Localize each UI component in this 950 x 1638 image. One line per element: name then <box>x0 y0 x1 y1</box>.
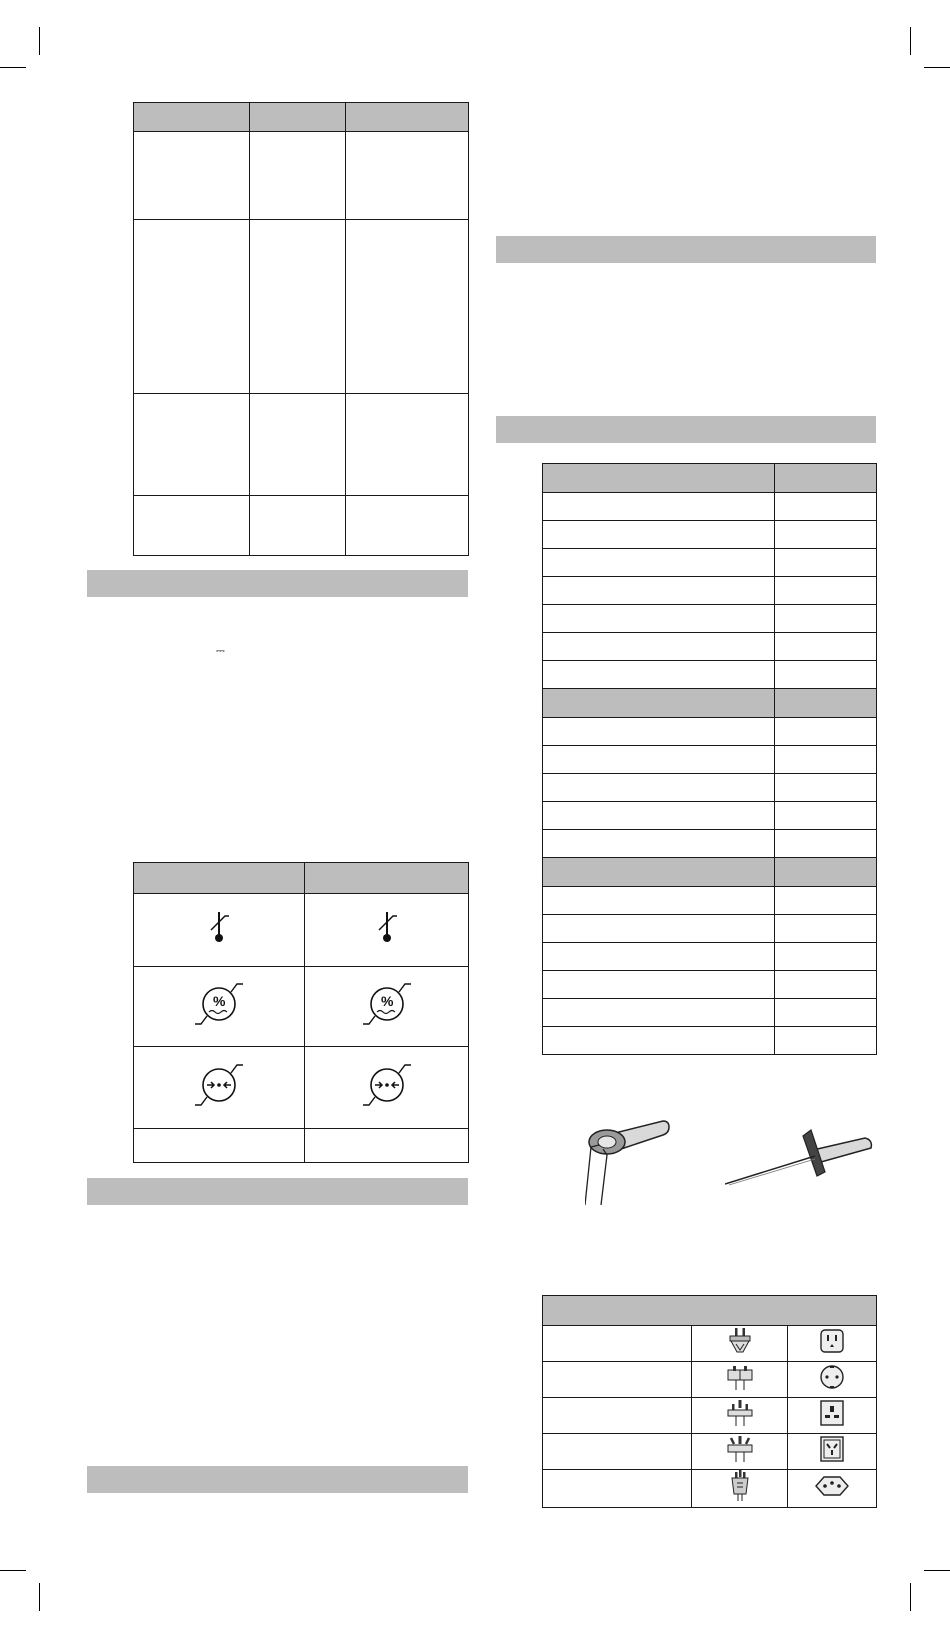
section-heading-bar <box>496 236 876 263</box>
table-header-row <box>134 863 469 894</box>
environmental-conditions-table <box>133 862 469 1163</box>
crop-mark <box>910 27 911 55</box>
crop-mark <box>0 67 26 68</box>
table-row <box>543 915 877 943</box>
crop-mark <box>910 1583 911 1611</box>
plug-socket-table <box>542 1295 877 1508</box>
table-row <box>134 496 469 556</box>
humidity-limit-icon <box>187 976 251 1032</box>
socket-type-g-icon <box>819 1399 845 1427</box>
table-row <box>543 887 877 915</box>
plug-type-i-icon <box>725 1434 755 1464</box>
plug-type-j-icon <box>727 1470 753 1502</box>
table-row <box>543 718 877 746</box>
socket-type-f-icon <box>818 1363 846 1391</box>
table-header-row <box>543 464 877 493</box>
table-row <box>543 1326 877 1362</box>
crop-mark <box>0 1570 26 1571</box>
svg-text:%: % <box>213 993 226 1009</box>
table-header-row <box>134 103 469 132</box>
table-row <box>134 220 469 394</box>
dc-symbol: ⎓ <box>216 645 225 657</box>
table-row <box>543 774 877 802</box>
table-row <box>543 1362 877 1398</box>
crop-mark <box>924 1570 950 1571</box>
crop-mark <box>39 27 40 55</box>
table-row <box>543 633 877 661</box>
table-row <box>134 1129 469 1163</box>
socket-type-j-icon <box>812 1474 852 1498</box>
socket-type-a-icon <box>819 1328 845 1354</box>
atmospheric-pressure-limit-icon <box>187 1057 251 1113</box>
atmospheric-pressure-limit-icon <box>355 1057 419 1113</box>
table-row <box>543 999 877 1027</box>
table-row <box>134 894 469 967</box>
temperature-limit-icon <box>199 906 239 950</box>
section-heading-bar <box>87 570 468 597</box>
table-row <box>543 549 877 577</box>
plug-type-f-icon <box>725 1362 755 1392</box>
needle-probe-illustration <box>725 1128 875 1188</box>
section-heading-bar <box>87 1178 468 1205</box>
plug-type-a-icon <box>727 1326 753 1356</box>
table-subheader-row <box>543 858 877 887</box>
table-row <box>543 577 877 605</box>
specifications-table <box>133 102 469 556</box>
table-row <box>543 943 877 971</box>
table-header-row <box>543 1296 877 1326</box>
section-heading-bar <box>496 416 876 443</box>
table-row <box>543 802 877 830</box>
tube-probe-illustration <box>585 1115 675 1207</box>
table-row <box>543 521 877 549</box>
table-row <box>543 971 877 999</box>
table-row <box>543 493 877 521</box>
table-row <box>543 1398 877 1434</box>
humidity-limit-icon <box>355 976 419 1032</box>
table-row <box>543 830 877 858</box>
table-row <box>543 1434 877 1470</box>
table-row <box>134 394 469 496</box>
table-row <box>543 605 877 633</box>
parts-table <box>542 463 877 1055</box>
table-row <box>134 967 469 1047</box>
table-row <box>543 661 877 689</box>
table-row <box>134 1047 469 1129</box>
svg-text:%: % <box>380 993 393 1009</box>
socket-type-i-icon <box>819 1435 845 1463</box>
table-subheader-row <box>543 689 877 718</box>
crop-mark <box>39 1583 40 1611</box>
crop-mark <box>924 67 950 68</box>
plug-type-g-icon <box>725 1398 755 1428</box>
temperature-limit-icon <box>367 906 407 950</box>
table-row <box>543 1470 877 1508</box>
table-row <box>543 746 877 774</box>
table-row <box>134 132 469 220</box>
table-row <box>543 1027 877 1055</box>
section-heading-bar <box>87 1466 468 1493</box>
